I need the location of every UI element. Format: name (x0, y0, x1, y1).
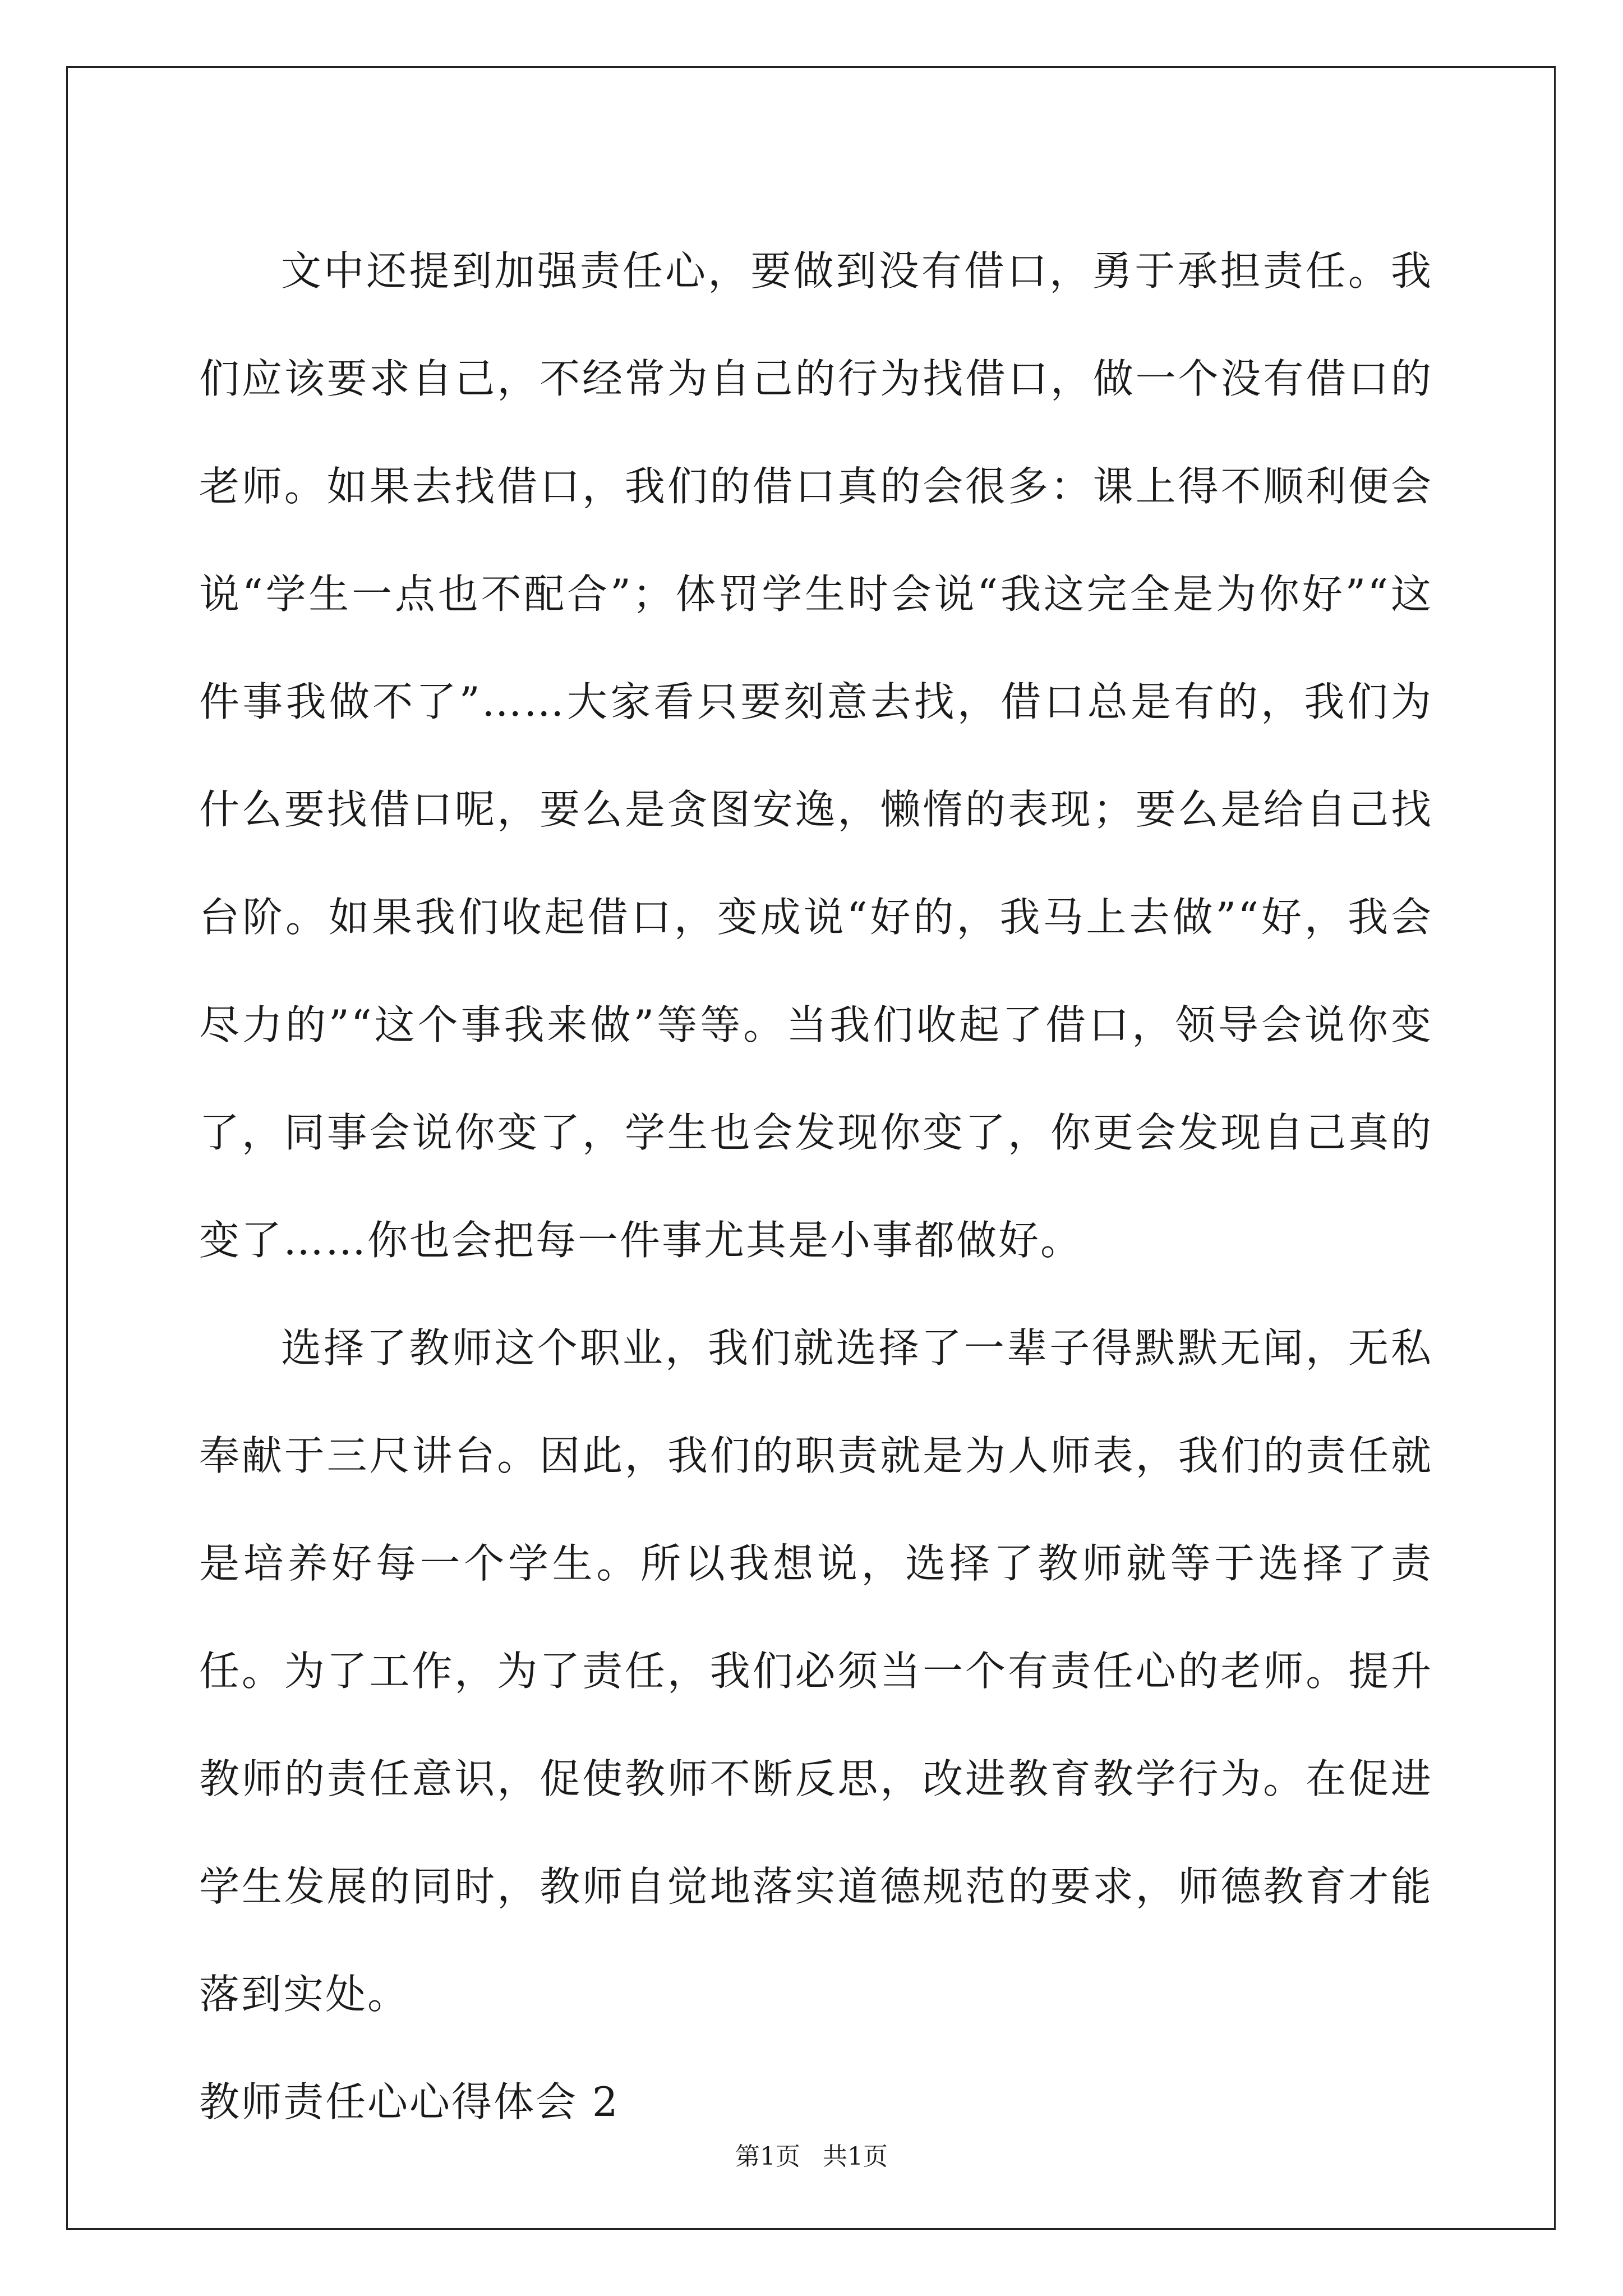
document-body (199, 217, 1433, 2156)
paragraph-2: 选择了教师这个职业，我们就选择了一辈子得默默无闻，无私奉献于三尺讲台。因此，我们的职责就是为人师表，我们的责任就是培养好每一个学生。所以我想说，选择了教师就等于选择了责任。为了工作，为了责任，我们必须当一个有责任心的老师。提升教师的责任意识，促使教师不断反思，改进教育教学行为。在促进学生发展的同时，教师自觉地落实道德规范的要求，师德教育才能落到实处。 (199, 1324, 1433, 2018)
section-heading: 教师责任心心得体会 2 (199, 2078, 620, 2125)
page-total: 共1页 (823, 2142, 888, 2171)
page-number: 第1页 (735, 2142, 800, 2171)
paragraph-1: 文中还提到加强责任心，要做到没有借口，勇于承担责任。我们应该要求自己，不经常为自己的行为找借口，做一个没有借口的老师。如果去找借口，我们的借口真的会很多：课上得不顺利便会说“学生一点也不配合”；体罚学生时会说“我这完全是为你好”“这件事我做不了”……大家看只要刻意去找，借口总是有的，我们为什么要找借口呢，要么是贪图安逸，懒惰的表现；要么是给自己找台阶。如果我们收起借口，变成说“好的，我马上去做”“好，我会尽力的”“这个事我来做”等等。当我们收起了借口，领导会说你变了，同事会说你变了，学生也会发现你变了，你更会发现自己真的变了……你也会把每一件事尤其是小事都做好。 (199, 247, 1433, 1264)
page-footer (0, 2140, 1623, 2174)
